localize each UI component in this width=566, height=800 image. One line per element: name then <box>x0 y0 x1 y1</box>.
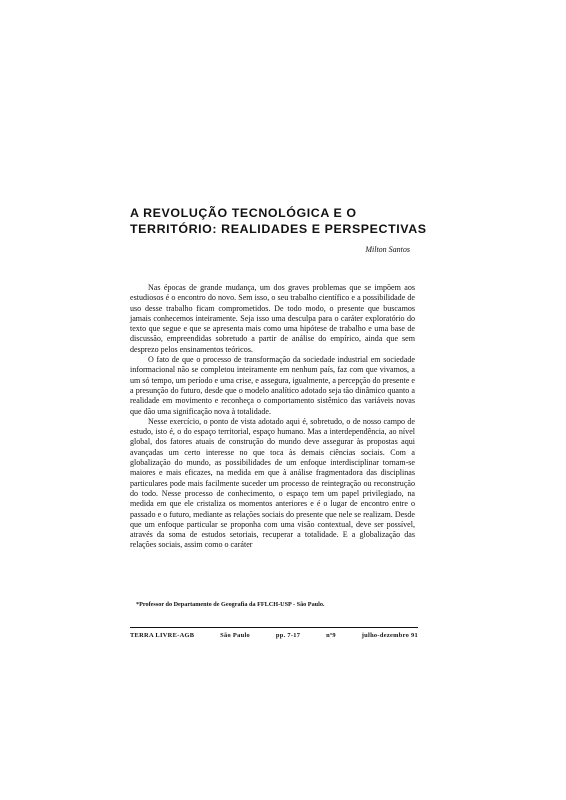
footer-journal: TERRA LIVRE-AGB <box>130 632 195 639</box>
author-footnote: *Professor do Departamento de Geografia da FFLCH-USP - São Paulo. <box>136 601 325 608</box>
article-title <box>130 205 430 237</box>
body-paragraph: O fato de que o processo de transformação da sociedade industrial em sociedade informacional não se completou inteiramente em nenhum país, faz com que vivamos, a um só tempo, um período e uma crise, e assegura, igualmente, a percepção do presente e a presunção do futuro, desde que o modelo analítico adotado seja tão dinâmico quanto a realidade em movimento e reconheça o comportamento sistêmico das variáveis novas que dão uma significação nova à totalidade. <box>130 355 415 416</box>
body-paragraph: Nas épocas de grande mudança, um dos graves problemas que se impõem aos estudiosos é o encontro do novo. Sem isso, o seu trabalho científico e a possibilidade de uso desse trabalho ficam comprometidos. De todo modo, o presente que buscamos jamais conhecemos inteiramente. Seja isso uma desculpa para o caráter exploratório do texto que segue e que se apresenta mais como uma hipótese de trabalho e uma base de discussão, empreendidas sobretudo a partir de análise do empírico, ainda que sem desprezo pelos ensinamentos teóricos. <box>130 283 415 354</box>
footer-issue-number: nº9 <box>326 632 336 639</box>
footer-date: julho-dezembro 91 <box>361 632 418 639</box>
article-body <box>130 283 415 551</box>
author-name: Milton Santos <box>365 245 410 254</box>
title-line-2: TERRITÓRIO: REALIDADES E PERSPECTIVAS <box>130 222 427 236</box>
footer-city: São Paulo <box>220 632 251 639</box>
journal-footer <box>130 627 418 639</box>
body-paragraph: Nesse exercício, o ponto de vista adotado aqui é, sobretudo, o de nosso campo de estudo, isto é, o do espaço territorial, espaço humano. Mas a interdependência, ao nível global, dos fatores atuais de construção do mundo deve assegurar às propostas aqui avançadas um certo interesse no que toca às demais ciências sociais. Com a globalização do mundo, as possibilidades de um enfoque interdisciplinar tornam-se maiores e mais eficazes, na medida em que à análise fragmentadora das disciplinas particulares pode mais facilmente suceder um processo de reintegração ou reconstrução do todo. Nesse processo de conhecimento, o espaço tem um papel privilegiado, na medida em que ele cristaliza os momentos anteriores e é o lugar de encontro entre o passado e o futuro, mediante as relações sociais do presente que nele se realizam. Desde que um enfoque particular se proponha com uma visão contextual, deve ser possível, através da soma de estudos setoriais, recuperar a totalidade. E a globalização das relações sociais, assim como o caráter <box>130 416 415 550</box>
footer-pages: pp. 7-17 <box>275 632 301 639</box>
title-line-1: A REVOLUÇÃO TECNOLÓGICA E O <box>130 206 357 220</box>
